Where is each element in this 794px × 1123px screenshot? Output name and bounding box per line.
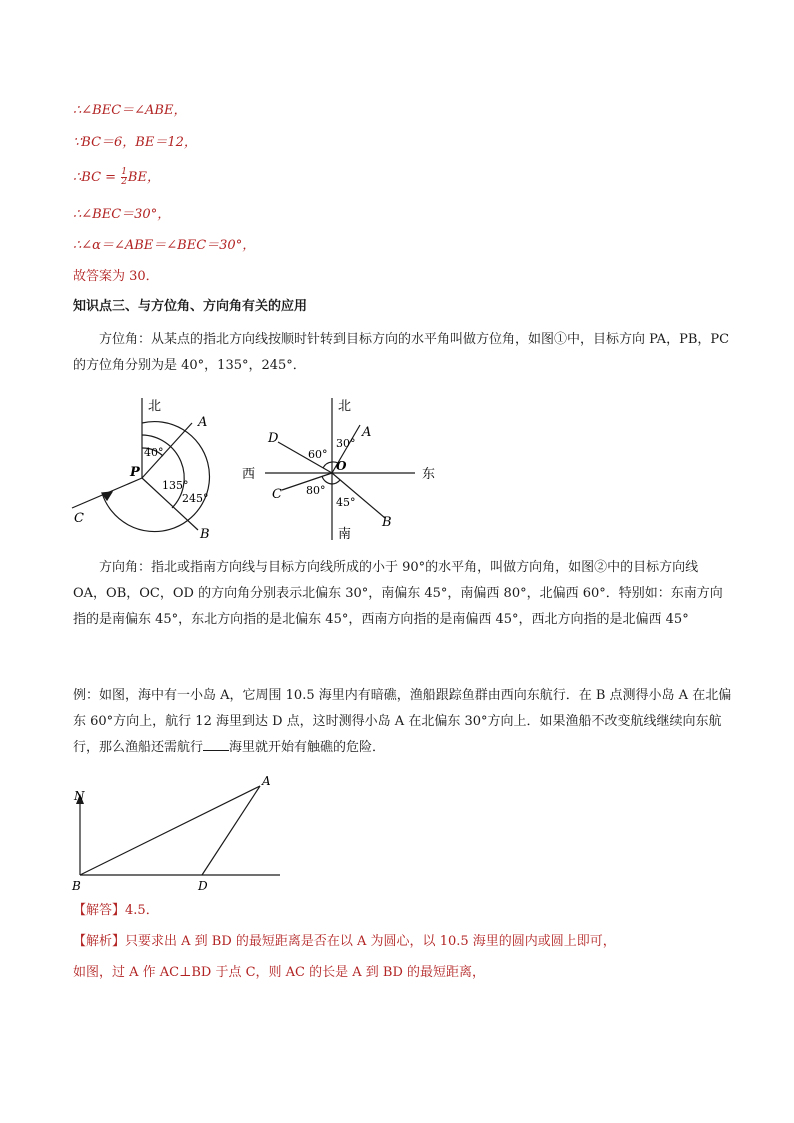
fig1-label-c: C [74, 511, 84, 526]
analysis-line-1 [73, 933, 616, 951]
fig2-angle-80: 80° [306, 484, 326, 497]
solution-line-5: ∴∠α＝∠ABE＝∠BEC＝30°， [73, 238, 256, 253]
answer-tag: 【解答】 [73, 903, 126, 918]
fig3-label-n: N [74, 789, 85, 803]
example-text-1: 例：如图，海中有一小岛 A，它周围 10.5 海里内有暗礁，渔船跟踪鱼群由西向东航行．在 B 点测得小岛 A 在北偏东 60°方向上，航行 12 海里到达 D 点，这时测得小岛 A 在北偏东 30°方向上．如果渔船不改变航线继续向东航行，那么渔船还需航行 [73, 688, 732, 755]
fig2-arc-45 [332, 480, 340, 484]
section-title: 知识点三、与方位角、方向角有关的应用 [73, 299, 308, 314]
fig1-label-p: P [130, 465, 140, 480]
solution-line-3-suffix: BE， [127, 170, 160, 185]
figure-1 [72, 398, 209, 532]
fig1-label-north: 北 [148, 399, 162, 414]
fig2-label-d: D [268, 431, 279, 446]
example-paragraph [73, 683, 733, 761]
fig2-label-south: 南 [338, 527, 352, 542]
fig2-arc-60 [323, 462, 332, 468]
fig2-label-north: 北 [338, 399, 352, 414]
fig2-label-east: 东 [422, 467, 436, 482]
solution-line-1: ∴∠BEC＝∠ABE， [73, 103, 187, 118]
answer-value: 4.5． [125, 903, 159, 918]
fig2-label-c: C [272, 487, 282, 502]
fig2-label-a: A [362, 425, 372, 440]
fig2-arc-80 [322, 476, 332, 484]
fraction-denominator: 2 [121, 177, 127, 187]
fig2-angle-45: 45° [336, 496, 356, 509]
direction-paragraph: 方向角：指北或指南方向线与目标方向线所成的小于 90°的水平角，叫做方向角，如图②中的目标方向线 OA，OB，OC，OD 的方向角分别表示北偏东 30°，南偏东 45°，南偏西 80°，北偏西 60°．特别如：东南方向指的是南偏东 45°，东北方向指的是北偏东 45°，西南方向指的是南偏西 45°，西北方向指的是北偏西 45° [73, 560, 723, 627]
fig1-angle-135: 135° [162, 479, 189, 492]
example-text-2: 海里就开始有触礁的危险． [229, 740, 386, 755]
solution-line-2: ∵BC＝6，BE＝12， [73, 135, 197, 150]
fig2-angle-30: 30° [336, 437, 356, 450]
figure-3-island [62, 770, 292, 895]
azimuth-paragraph: 方位角：从某点的指北方向线按顺时针转到目标方向的水平角叫做方位角，如图①中，目标方向 PA，PB，PC 的方位角分别为是 40°，135°，245°． [73, 332, 730, 373]
analysis-text-1: 只要求出 A 到 BD 的最短距离是否在以 A 为圆心，以 10.5 海里的圆内或圆上即可， [125, 934, 616, 949]
solution-line-6: 故答案为 30． [73, 269, 159, 284]
fig1-label-b: B [200, 527, 210, 542]
fig1-angle-40: 40° [144, 446, 164, 459]
answer-blank [203, 738, 229, 751]
fraction-one-half [121, 168, 127, 187]
fig1-label-a: A [198, 415, 208, 430]
fig2-label-west: 西 [242, 467, 256, 482]
analysis-line-2: 如图，过 A 作 AC⊥BD 于点 C，则 AC 的长是 A 到 BD 的最短距离， [73, 965, 486, 980]
fig1-angle-245: 245° [182, 492, 209, 505]
fig3-label-b: B [72, 879, 81, 893]
solution-line-3 [73, 168, 160, 187]
solution-line-4: ∴∠BEC＝30°， [73, 207, 171, 222]
fraction-numerator: 1 [121, 167, 127, 177]
fig2-label-o: O [336, 459, 347, 473]
fig3-label-a: A [262, 774, 271, 788]
fig3-line-ba [80, 786, 260, 875]
fig2-angle-60: 60° [308, 448, 328, 461]
solution-line-3-prefix: ∴BC = [73, 170, 117, 185]
figure-azimuth-diagrams [60, 390, 460, 545]
fig3-line-da [202, 786, 260, 875]
fig3-label-d: D [198, 879, 208, 893]
analysis-tag: 【解析】 [73, 934, 126, 949]
fig2-label-b: B [382, 515, 392, 530]
answer-line [73, 902, 159, 920]
